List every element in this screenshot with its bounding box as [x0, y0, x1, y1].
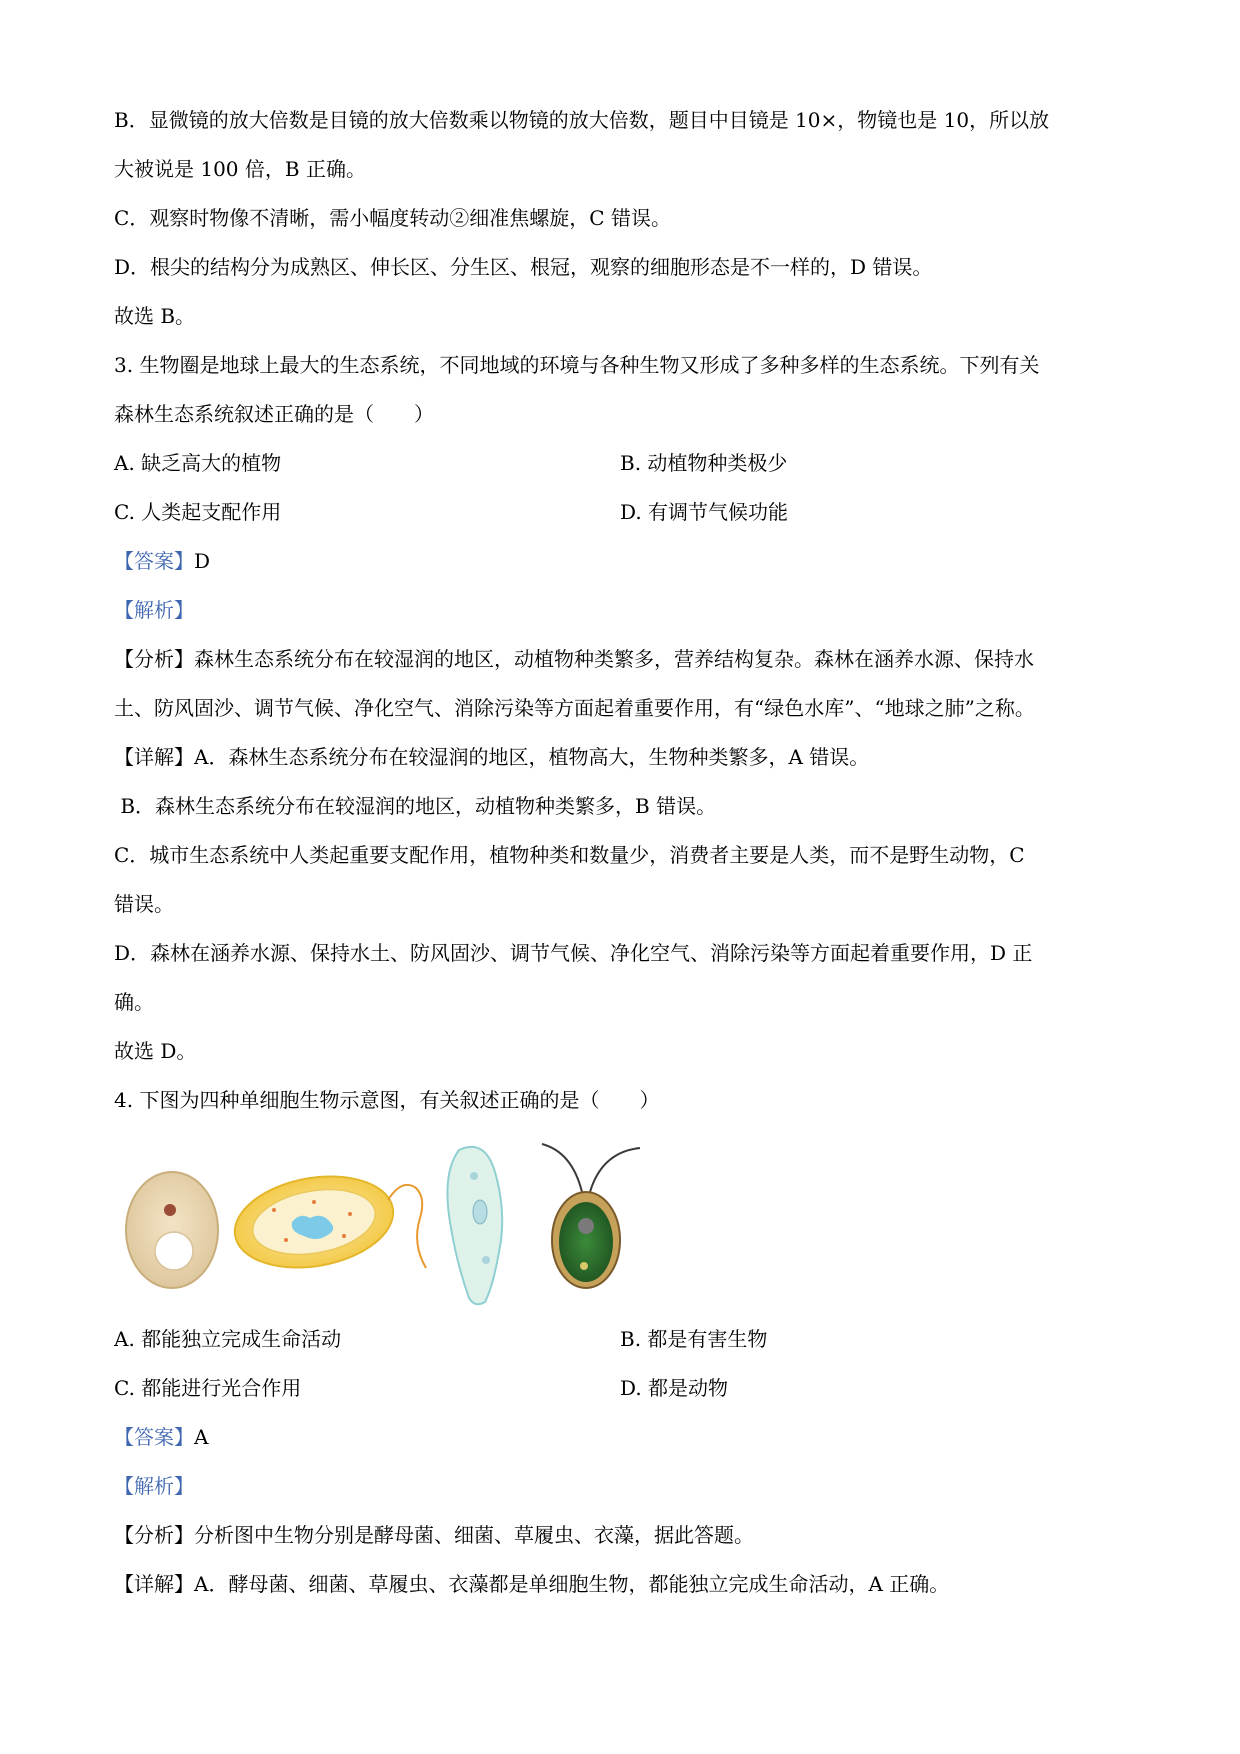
q3-xiangjie-c-line2: 错误。 [114, 892, 174, 916]
prev-option-d: D．根尖的结构分为成熟区、伸长区、分生区、根冠，观察的细胞形态是不一样的，D 错误。 [114, 255, 933, 279]
prev-choose: 故选 B。 [114, 304, 196, 328]
q3-option-a: A. 缺乏高大的植物 [114, 451, 282, 475]
q4-answer-value: A [194, 1425, 209, 1449]
paramecium-illustration [447, 1147, 502, 1304]
q3-fenxi-text1: 森林生态系统分布在较湿润的地区，动植物种类繁多，营养结构复杂。森林在涵养水源、保持水 [194, 647, 1034, 671]
q4-stem: 4. 下图为四种单细胞生物示意图，有关叙述正确的是（ ） [114, 1088, 660, 1112]
q3-answer-tag: 【答案】 [114, 549, 194, 573]
q3-xiangjie-tag: 【详解】 [114, 745, 194, 769]
q3-answer [114, 547, 210, 575]
q4-option-b: B. 都是有害生物 [620, 1327, 768, 1351]
q3-xiangjie-d-line2: 确。 [114, 990, 154, 1014]
q3-fenxi-tag: 【分析】 [114, 647, 194, 671]
q4-fenxi-tag: 【分析】 [114, 1523, 194, 1547]
q4-answer-tag: 【答案】 [114, 1425, 194, 1449]
q4-fenxi-text: 分析图中生物分别是酵母菌、细菌、草履虫、衣藻，据此答题。 [194, 1523, 754, 1547]
yeast-illustration [126, 1172, 218, 1288]
prev-option-b-line1: B．显微镜的放大倍数是目镜的放大倍数乘以物镜的放大倍数，题目中目镜是 10×，物镜也是 10，所以放 [114, 108, 1050, 132]
q3-fenxi-line2: 土、防风固沙、调节气候、净化空气、消除污染等方面起着重要作用，有“绿色水库”、“地球之肺”之称。 [114, 696, 1035, 720]
q3-jiexi-tag: 【解析】 [114, 598, 194, 622]
q3-fenxi-line1 [114, 645, 1034, 673]
q4-xiangjie-a-text: A．酵母菌、细菌、草履虫、衣藻都是单细胞生物，都能独立完成生命活动，A 正确。 [194, 1572, 950, 1596]
q4-option-c: C. 都能进行光合作用 [114, 1376, 302, 1400]
prev-option-c: C．观察时物像不清晰，需小幅度转动②细准焦螺旋，C 错误。 [114, 206, 671, 230]
q4-option-d: D. 都是动物 [620, 1376, 729, 1400]
q3-xiangjie-c-line1: C．城市生态系统中人类起重要支配作用，植物种类和数量少，消费者主要是人类，而不是野生动物，C [114, 843, 1025, 867]
q3-stem-line2: 森林生态系统叙述正确的是（ ） [114, 402, 434, 426]
q3-xiangjie-d-line1: D．森林在涵养水源、保持水土、防风固沙、调节气候、净化空气、消除污染等方面起着重要作用，D 正 [114, 941, 1033, 965]
prev-option-b-line2: 大被说是 100 倍，B 正确。 [114, 157, 366, 181]
q4-fenxi [114, 1521, 754, 1549]
bacterium-illustration [228, 1165, 426, 1279]
q3-choose: 故选 D。 [114, 1039, 197, 1063]
q4-option-a: A. 都能独立完成生命活动 [114, 1327, 342, 1351]
chlamydomonas-illustration [542, 1144, 640, 1288]
q3-jiexi [114, 596, 194, 624]
q3-stem-line1: 3. 生物圈是地球上最大的生态系统，不同地域的环境与各种生物又形成了多种多样的生态系统。下列有关 [114, 353, 1040, 377]
q3-xiangjie-b: B．森林生态系统分布在较湿润的地区，动植物种类繁多，B 错误。 [114, 794, 717, 818]
q4-xiangjie-a [114, 1570, 949, 1598]
q4-answer [114, 1423, 208, 1451]
q3-xiangjie-a [114, 743, 869, 771]
q4-jiexi-tag: 【解析】 [114, 1474, 194, 1498]
single-cell-organisms-figure [114, 1140, 754, 1310]
q3-option-d: D. 有调节气候功能 [620, 500, 789, 524]
q4-xiangjie-tag: 【详解】 [114, 1572, 194, 1596]
q3-xiangjie-a-text: A．森林生态系统分布在较湿润的地区，植物高大，生物种类繁多，A 错误。 [194, 745, 870, 769]
q3-answer-value: D [194, 549, 211, 573]
q4-jiexi [114, 1472, 194, 1500]
q3-option-b: B. 动植物种类极少 [620, 451, 788, 475]
q3-option-c: C. 人类起支配作用 [114, 500, 282, 524]
